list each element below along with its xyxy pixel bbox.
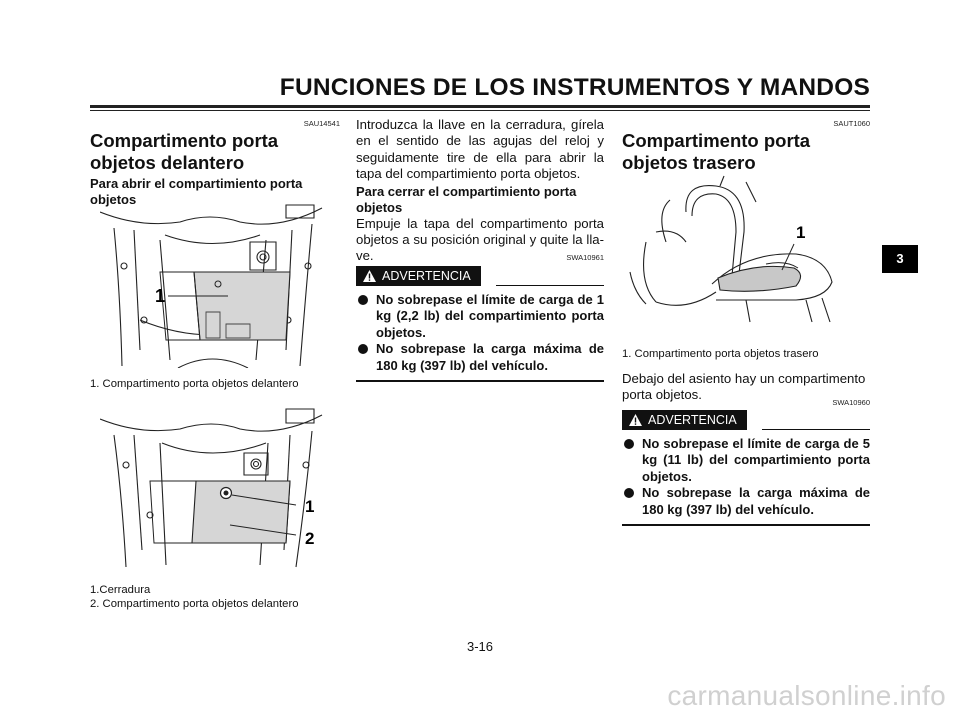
bullet-icon — [624, 488, 634, 498]
rear-description: Debajo del asiento hay un compartimento porta objetos. — [622, 371, 866, 403]
section-title: FUNCIONES DE LOS INSTRUMENTOS Y MANDOS — [279, 74, 870, 101]
callout-1: 1 — [796, 223, 806, 242]
left-column — [90, 119, 340, 208]
right-column-lower — [622, 347, 870, 526]
doc-code: SAU14541 — [303, 119, 340, 128]
bullet-icon — [358, 344, 368, 354]
warning-triangle-icon — [363, 270, 376, 282]
list-item: No sobrepase la carga máxima de 180 kg (397 lb) del vehículo. — [356, 341, 604, 374]
header-rule-thin — [90, 110, 870, 111]
warning-label: ADVERTENCIA — [622, 410, 747, 430]
lock-figure — [100, 405, 325, 570]
figure2-caption-line2: 2. Compartimento porta objetos delantero — [90, 598, 299, 610]
front-compartment-figure — [100, 200, 325, 368]
doc-code: SWA10960 — [832, 397, 870, 407]
header-rule — [90, 105, 870, 108]
doc-code: SAUT1060 — [833, 119, 870, 128]
warning-end-rule — [622, 524, 870, 526]
bullet-icon — [624, 439, 634, 449]
page-header — [90, 74, 870, 114]
list-item: No sobrepase el límite de carga de 5 kg (11 lb) del compartimiento porta objetos. — [622, 436, 870, 486]
callout-1: 1 — [305, 497, 315, 516]
middle-column — [356, 117, 604, 382]
warning-list — [356, 292, 604, 375]
warning-rule — [762, 429, 870, 430]
rear-compartment-figure — [626, 172, 851, 334]
figure2-caption-line1: 1.Cerradura — [90, 584, 151, 596]
figure3-caption: 1. Compartimento porta objetos trasero — [622, 348, 819, 360]
callout-1: 1 — [155, 286, 166, 306]
bullet-icon — [358, 295, 368, 305]
doc-code: SWA10961 — [566, 252, 604, 262]
subheading: Para abrir el compartimiento porta objetos — [90, 176, 303, 207]
callout-2: 2 — [305, 529, 315, 548]
right-column — [622, 119, 870, 174]
warning-triangle-icon — [629, 414, 642, 426]
list-item: No sobrepase la carga máxima de 180 kg (397 lb) del vehículo. — [622, 485, 870, 518]
warning-end-rule — [356, 380, 604, 382]
close-instructions: Empuje la tapa del compartimento porta objetos a su posición original y quite la lla- ve. — [356, 215, 604, 264]
chapter-tab: 3 — [882, 245, 918, 273]
section-heading: Compartimento porta objetos delantero — [90, 130, 279, 173]
figure1-caption: 1. Compartimento porta objetos delantero — [90, 378, 299, 390]
subheading: Para cerrar el compartimiento porta objetos — [356, 183, 577, 215]
warning-list — [622, 436, 870, 519]
section-heading: Compartimento porta objetos trasero — [622, 130, 811, 173]
list-item: No sobrepase el límite de carga de 1 kg (2,2 lb) del compartimiento porta objetos. — [356, 292, 604, 342]
watermark: carmanualsonline.info — [667, 680, 946, 711]
warning-banner — [622, 410, 870, 430]
warning-rule — [496, 285, 604, 286]
warning-banner — [356, 266, 604, 286]
warning-label: ADVERTENCIA — [356, 266, 481, 286]
open-instructions: Introduzca la llave en la cerradura, gírela en el sentido de las agujas del reloj y seguidamente tire de ella para abrir la tapa del compartimiento porta objetos. — [356, 117, 604, 182]
page-number: 3-16 — [466, 639, 494, 654]
